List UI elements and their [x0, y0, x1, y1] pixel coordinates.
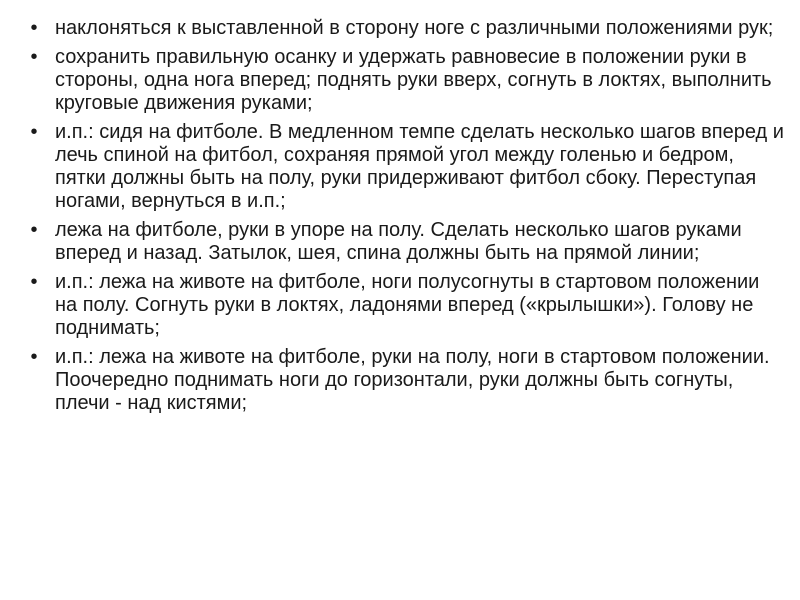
- bullet-dot-icon: •: [30, 346, 38, 368]
- bullet-text: и.п.: сидя на фитболе. В медленном темпе сделать несколько шагов вперед и лечь спиной на фитбол, сохраняя прямой угол между голенью и бедром, пятки должны быть на полу, руки придерживают фитбол сбоку. Переступая ногами, вернуться в и.п.;: [55, 121, 784, 212]
- bullet-item-3: [27, 121, 787, 213]
- bullet-text: и.п.: лежа на животе на фитболе, руки на полу, ноги в стартовом положении. Поочередно поднимать ноги до горизонтали, руки должны быть согнуты, плечи - над кистями;: [55, 346, 770, 414]
- bullet-text: лежа на фитболе, руки в упоре на полу. Сделать несколько шагов руками вперед и назад. Затылок, шея, спина должны быть на прямой линии;: [55, 219, 742, 264]
- bullet-dot-icon: •: [30, 46, 38, 68]
- bullet-dot-icon: •: [30, 17, 38, 39]
- bullet-item-1: [27, 17, 787, 40]
- bullet-dot-icon: •: [30, 271, 38, 293]
- exercise-bullet-list: [27, 17, 787, 421]
- bullet-item-4: [27, 219, 787, 265]
- bullet-text: и.п.: лежа на животе на фитболе, ноги полусогнуты в стартовом положении на полу. Согнуть руки в локтях, ладонями вперед («крылышки»). Голову не поднимать;: [55, 271, 760, 339]
- bullet-item-5: [27, 271, 787, 340]
- bullet-item-6: [27, 346, 787, 415]
- bullet-text: сохранить правильную осанку и удержать равновесие в положении руки в стороны, одна нога вперед; поднять руки вверх, согнуть в локтях, выполнить круговые движения руками;: [55, 46, 772, 114]
- bullet-item-2: [27, 46, 787, 115]
- bullet-dot-icon: •: [30, 121, 38, 143]
- bullet-text: наклоняться к выставленной в сторону ноге с различными положениями рук;: [55, 17, 774, 39]
- bullet-dot-icon: •: [30, 219, 38, 241]
